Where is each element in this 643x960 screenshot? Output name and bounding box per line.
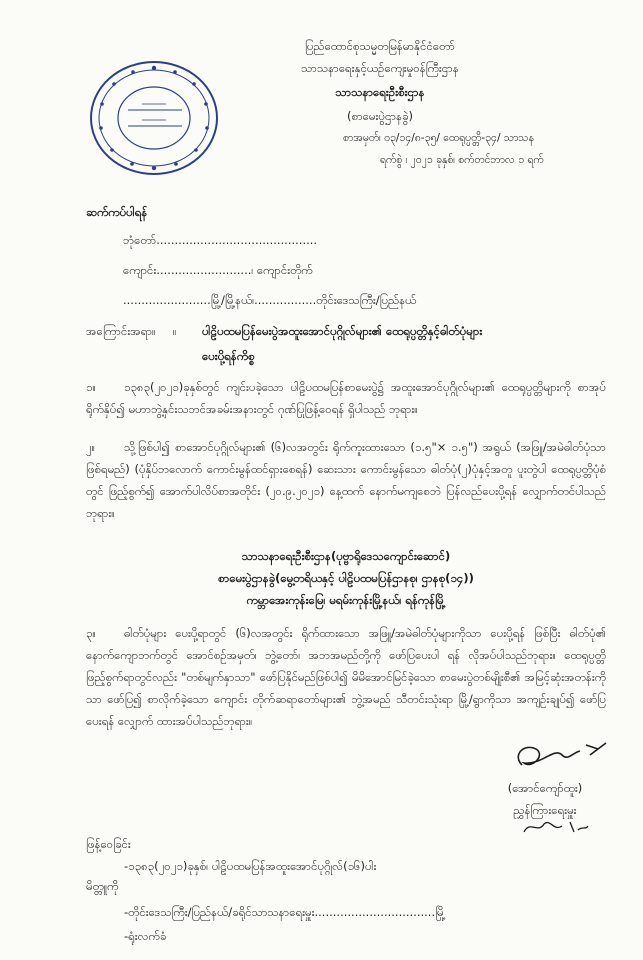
subject-mark: ။ — [173, 324, 177, 338]
letterhead-department: သာသနာရေးဦးစီးဌာန — [335, 85, 425, 99]
official-seal-stamp — [86, 58, 222, 178]
distribution-item-1: -၁၃၈၃(၂၀၂၁)ခုနှစ်၊ ပါဠိပထမပြန်အထူးအောင်ပုဂ္ဂိုလ်(၁၆)ပါး — [124, 859, 377, 873]
letterhead-ministry: သာသနာရေးနှင့်ယဉ်ကျေးမှုဝန်ကြီးဌာန — [301, 61, 459, 75]
handwritten-signature — [502, 735, 612, 777]
address-line3: ကမ္ဘာအေးကုန်းမြေ၊ မရမ်းကုန်းမြို့နယ်၊ ရန်ကုန်မြို့ — [246, 593, 446, 607]
distribution-label: ဖြန့်ဝေခြင်း — [86, 837, 131, 851]
initials-scribble — [520, 816, 590, 838]
para1-number: ၁။ — [86, 380, 96, 394]
para3-number: ၃။ — [86, 626, 96, 640]
para2-number: ၂။ — [86, 440, 96, 454]
addressee-venerable: ဘုံတော်............................................ — [123, 233, 318, 247]
signatory-title: ညွှန်ကြားရေးမှူး — [513, 803, 577, 817]
para3-text: ဓါတ်ပုံများ ပေးပို့ရာတွင် (၆)လအတွင်း ရိုက်ထားသော အဖြူ/အမဲဓါတ်ပုံများကိုသာ ပေးပို့ရန် ဖြစ်ပြီး ဓါတ်ပုံ၏ နောက်ကျောဘက်တွင် အောင်စဉ်အမှတ်၊ ဘွဲ့တော်၊ အဘအမည်တို့ကို ဖော်ပြပေးပါ ရန် လိုအပ်ပါသည်ဘုရား။ ထေရုပ္ပတ္တိဖြည့်စွက်ရာတွင်လည်း "တစ်မျက်နှာသာ" ဖော်ပြနိုင်မည်ဖြစ်ပါ၍ မိမိအောင်မြင်ခဲ့သော စာမေးပွဲတစ်မျိုးစီ၏ အမြင့်ဆုံးအတန်းကိုသာ ဖော်ပြ၍ စာလိုက်ခဲ့သော ကျောင်း တိုက်ဆရာတော်များ၏ ဘွဲ့အမည် သီတင်းသုံးရာ မြို့/ရွာကိုသာ အကျဉ်းချုပ်၍ ဖော်ပြပေးရန် လျှောက် ထားအပ်ပါသည်ဘုရား။ — [86, 626, 606, 728]
cc-label: မိတ္တူကို — [86, 879, 119, 893]
salutation: ဆက်ကပ်ပါရန် — [86, 205, 148, 219]
subject-line1: ပါဠိပထမပြန်မေးပွဲအထူးအောင်ပုဂ္ဂိုလ်များ၏ ထေရုပ္ပတ္တိနှင့်ဓါတ်ပုံများ — [202, 324, 483, 338]
letter-date: ရက်စွဲ ၊ ၂၀၂၁ ခုနှစ်၊ စက်တင်ဘာလ ၁ ရက် — [380, 154, 544, 166]
address-line2: စာမေးပွဲဌာနခွဲ(မွေ့တရိယနှင့် ပါဠိပထမပြန်ဌာနစု၊ ဌာနစု(၁၄)) — [218, 571, 474, 585]
letterhead-branch: (စာမေးပွဲဌာနခွဲ) — [347, 109, 413, 123]
subject-line2: ပေးပို့ရန်ကိစ္စ — [202, 349, 255, 363]
cc-item-1: -တိုင်းဒေသကြီး/ပြည်နယ်/ခရိုင်သာသနာရေးမှူး.................................မြို့ — [124, 905, 446, 919]
address-line1: သာသနာရေးဦးစီးဌာန(ပုဗ္ဗာရိုဒေသကျောင်းဆောင်) — [241, 549, 451, 563]
addressee-monastery: ကျောင်း..........................၊ ကျောင်းတိုက် — [123, 263, 313, 277]
para2-text: သို့ဖြစ်ပါ၍ စာအောင်ပုဂ္ဂိုလ်များ၏ (၆)လအတွင်း ရိုက်ကူးထားသော (၁.၅"× ၁.၅") အရွယ် (အဖြူ/အမဲဓါတ်ပုံသာဖြစ်ရမည်) (ပုံနှိပ်ဘလောက် ကောင်းမွန်ထင်ရှားစေရန်) ဆေးသား ကောင်းမွန်သော ဓါတ်ပုံ(၂)ပုံနှင့်အတူ ပူးတွဲပါ ထေရုပ္ပတ္တိပုံစံတွင် ဖြည့်စွက်၍ အောက်ပါလိပ်စာအတိုင်း (၂၀.၉.၂၀၂၁) နေ့ထက် နောက်မကျစေဘဲ ပြန်လည်ပေးပို့ရန် လျှောက်တင်ပါသည်ဘုရား။ — [86, 440, 606, 520]
addressee-township: ........................မြို့/မြို့နယ်၊.................တိုင်းဒေသကြီး/ပြည်နယ် — [123, 293, 417, 307]
cc-item-2: -ရုံးလက်ခံ — [124, 929, 167, 943]
para1-text: ၁၃၈၃(၂၀၂၁)ခုနှစ်တွင် ကျင်းပခဲ့သော ပါဠိပထမပြန်စာမေးပွဲ၌ အထူးအောင်ပုဂ္ဂိုလ်များ၏ ထေရုပ္ပတ္တိများကို စာအုပ်ရိုက်နှိပ်၍ မဟာဘွဲ့နှင်းသဘင်အခမ်းအနားတွင် ဂုဏ်ပြုဖြန့်ဝေရန် ရှိပါသည် ဘုရား။ — [86, 380, 606, 416]
letterhead-country: ပြည်ထောင်စုသမ္မတမြန်မာနိုင်ငံတော် — [304, 39, 456, 53]
signatory-name: (အောင်ကျော်ထူး) — [507, 781, 583, 795]
subject-label: အကြောင်းအရာ။ — [86, 324, 156, 338]
letter-number: စာအမှတ်၊ ၀၃/၁၄/၈-၃၅/ ထေရုပ္ပတ္တိ-၃၄/ သာသန — [343, 132, 534, 144]
